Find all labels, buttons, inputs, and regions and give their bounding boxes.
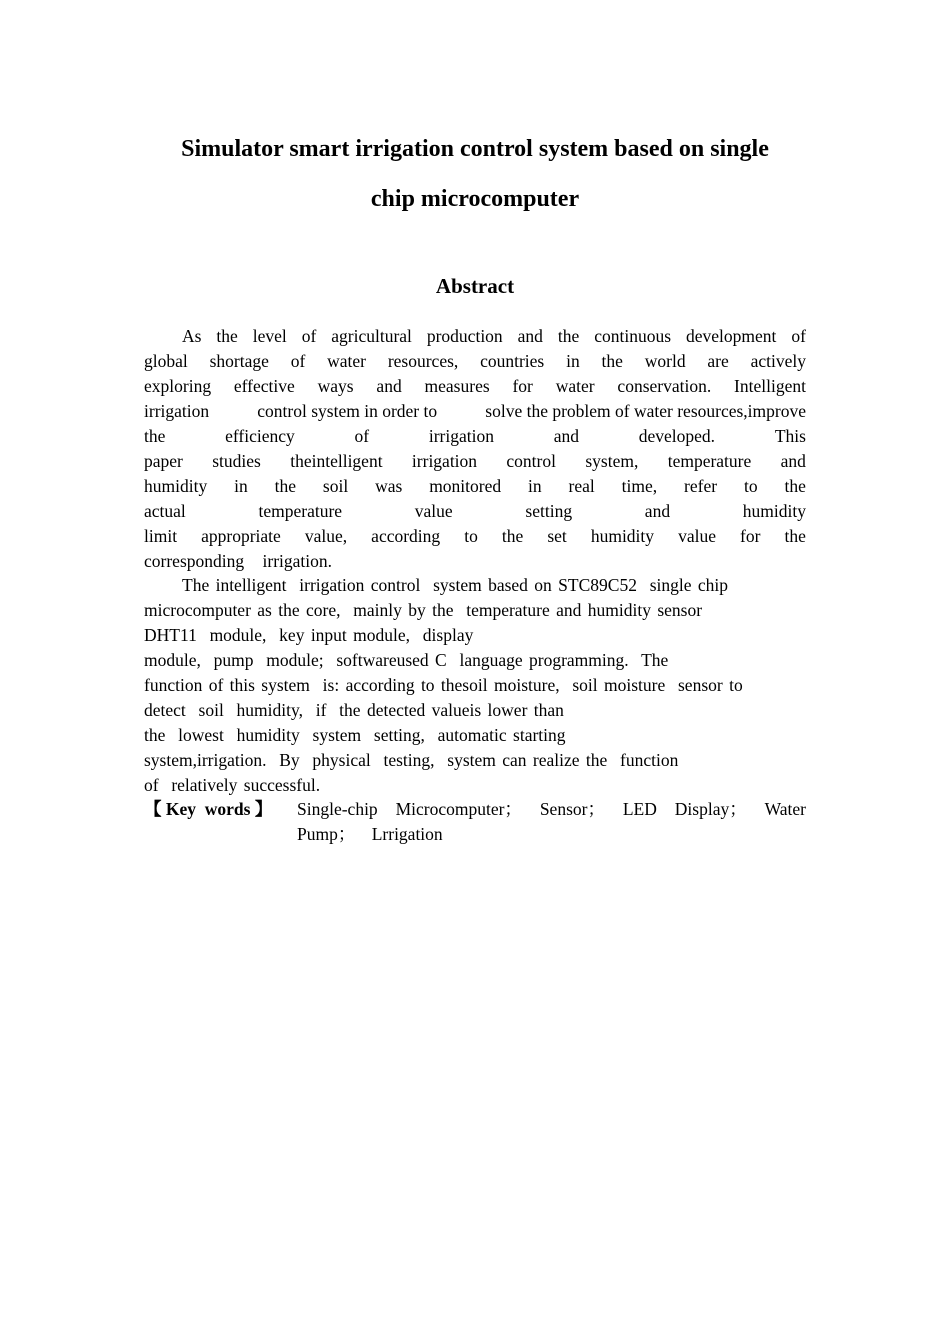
paragraph-1-line (144, 349, 806, 374)
paragraph-1-word: countries (480, 351, 545, 371)
paragraph-1-word: actual (144, 501, 186, 521)
paragraph-1-line (144, 449, 806, 474)
paragraph-1-word: according (371, 526, 441, 546)
paragraph-1-word: setting (525, 501, 573, 521)
paragraph-1-word: developed. (638, 426, 716, 446)
paragraph-1-word: and (644, 501, 671, 521)
paragraph-1-line (144, 374, 806, 399)
paragraph-1-line (144, 424, 806, 449)
keywords-row (144, 797, 806, 822)
paragraph-1-word: real (568, 476, 595, 496)
paragraph-1-line (144, 524, 806, 549)
keyword-item: Water (764, 799, 806, 819)
paragraph-1-word: actively (750, 351, 806, 371)
paragraph-1-word: control (506, 451, 556, 471)
paragraph-1-word: humidity (144, 476, 208, 496)
paragraph-1-word: irrigation (428, 426, 494, 446)
paragraph-1-word: water (327, 351, 366, 371)
paragraph-1-word: paper (144, 451, 183, 471)
paragraph-1-word: are (707, 351, 729, 371)
paragraph-1-word: of (290, 351, 306, 371)
paragraph-1-word: appropriate (201, 526, 281, 546)
abstract-paragraph-1 (144, 324, 806, 574)
paragraph-1-word: value (414, 501, 453, 521)
paragraph-1-word: for (740, 526, 761, 546)
paragraph-1-word: As (182, 326, 202, 346)
paragraph-1-word: to (743, 476, 758, 496)
paragraph-1-word: corresponding (144, 551, 245, 571)
paragraph-2-line: system,irrigation. By physical testing, system can realize the function (144, 750, 679, 770)
paragraph-1-word: global (144, 351, 188, 371)
paragraph-1-word: set (547, 526, 567, 546)
paragraph-1-word: of (791, 326, 806, 346)
paragraph-1-word: value (678, 526, 716, 546)
keyword-item: Microcomputer； (395, 799, 522, 819)
paragraph-1-line (144, 499, 806, 524)
paragraph-1-word: measures (424, 376, 490, 396)
paragraph-1-word: temperature (258, 501, 343, 521)
paragraph-1-word: soil (322, 476, 349, 496)
paragraph-1-word: time, (621, 476, 658, 496)
paragraph-2-line: of relatively successful. (144, 775, 321, 795)
paragraph-1-line (144, 324, 806, 349)
paragraph-1-word: level (252, 326, 287, 346)
keyword-item: LED (622, 799, 657, 819)
paragraph-1-word: resources, (387, 351, 459, 371)
paragraph-1-word: conservation. (617, 376, 712, 396)
paragraph-1-word: efficiency (225, 426, 295, 446)
paragraph-1-word: value, (304, 526, 348, 546)
paragraph-1-word: theintelligent (290, 451, 383, 471)
paragraph-1-word: was (375, 476, 403, 496)
paragraph-1-word: irrigation (411, 451, 478, 471)
paragraph-1-word: solve the problem of water resources,improve (485, 401, 806, 421)
paragraph-1-word: humidity (742, 501, 806, 521)
abstract-heading: Abstract (435, 274, 515, 298)
paragraph-1-line (144, 474, 806, 499)
paragraph-1-word: the (557, 326, 580, 346)
paragraph-1-word: and (553, 426, 580, 446)
paragraph-1-word: water (555, 376, 595, 396)
paragraph-1-word: ways (317, 376, 354, 396)
abstract-paragraph-2 (144, 573, 806, 798)
paragraph-1-word: refer (684, 476, 718, 496)
paragraph-1-word: This (774, 426, 806, 446)
keywords-block (144, 797, 806, 847)
paragraph-1-line (144, 399, 806, 424)
paragraph-1-word: development (685, 326, 777, 346)
paper-title-line-2: chip microcomputer (370, 186, 580, 212)
paragraph-1-word: world (644, 351, 686, 371)
paragraph-1-word: production (426, 326, 503, 346)
paragraph-2-line: The intelligent irrigation control system based on STC89C52 single chip (182, 575, 729, 595)
paragraph-1-word: continuous (594, 326, 672, 346)
paragraph-1-word: shortage (209, 351, 269, 371)
paragraph-1-word: and (517, 326, 543, 346)
paragraph-1-word: exploring (144, 376, 212, 396)
keyword-item: Sensor； (539, 799, 605, 819)
paragraph-1-word: and (780, 451, 806, 471)
paragraph-1-word: humidity (590, 526, 655, 546)
keywords-continuation: Pump； Lrrigation (297, 824, 443, 844)
paragraph-1-word: temperature (667, 451, 752, 471)
paragraph-1-word: the (274, 476, 296, 496)
paragraph-1-word: effective (233, 376, 295, 396)
paragraph-1-word: studies (212, 451, 261, 471)
paragraph-2-line: module, pump module; softwareused C language programming. The (144, 650, 669, 670)
paragraph-1-word: of (301, 326, 317, 346)
paragraph-1-word: and (376, 376, 402, 396)
paragraph-1-word: system, (585, 451, 639, 471)
paragraph-1-word: limit (144, 526, 178, 546)
paragraph-1-word: irrigation. (262, 551, 332, 571)
paragraph-2-line: the lowest humidity system setting, automatic starting (144, 725, 566, 745)
paragraph-2-line: detect soil humidity, if the detected valueis lower than (144, 700, 564, 720)
paragraph-1-word: the (784, 526, 806, 546)
keywords-label: 【 Key words 】 (144, 799, 273, 819)
paragraph-1-word: control system in order to (257, 401, 438, 421)
paper-title-line-1: Simulator smart irrigation control system based on single (181, 136, 769, 162)
paragraph-1-word: in (528, 476, 542, 496)
paragraph-1-word: the (784, 476, 806, 496)
paragraph-1-word: the (216, 326, 238, 346)
paragraph-2-line: DHT11 module, key input module, display (144, 625, 474, 645)
paragraph-1-line (144, 549, 806, 574)
paragraph-1-word: in (566, 351, 580, 371)
paragraph-1-word: for (512, 376, 533, 396)
paragraph-1-word: Intelligent (734, 376, 806, 396)
paragraph-1-word: the (501, 526, 524, 546)
paragraph-1-word: irrigation (144, 401, 210, 421)
paragraph-1-word: the (144, 426, 166, 446)
paragraph-2-line: microcomputer as the core, mainly by the temperature and humidity sensor (144, 600, 703, 620)
paragraph-2-line: function of this system is: according to thesoil moisture, soil moisture sensor to (144, 675, 743, 695)
keyword-item: Single-chip (297, 799, 378, 819)
paragraph-1-word: of (354, 426, 370, 446)
keywords-list (297, 797, 806, 822)
paragraph-1-word: monitored (429, 476, 502, 496)
paragraph-1-word: to (464, 526, 478, 546)
keyword-item: Display； (674, 799, 747, 819)
paragraph-1-word: the (601, 351, 623, 371)
paragraph-1-word: in (234, 476, 248, 496)
paragraph-1-word: agricultural (331, 326, 412, 346)
